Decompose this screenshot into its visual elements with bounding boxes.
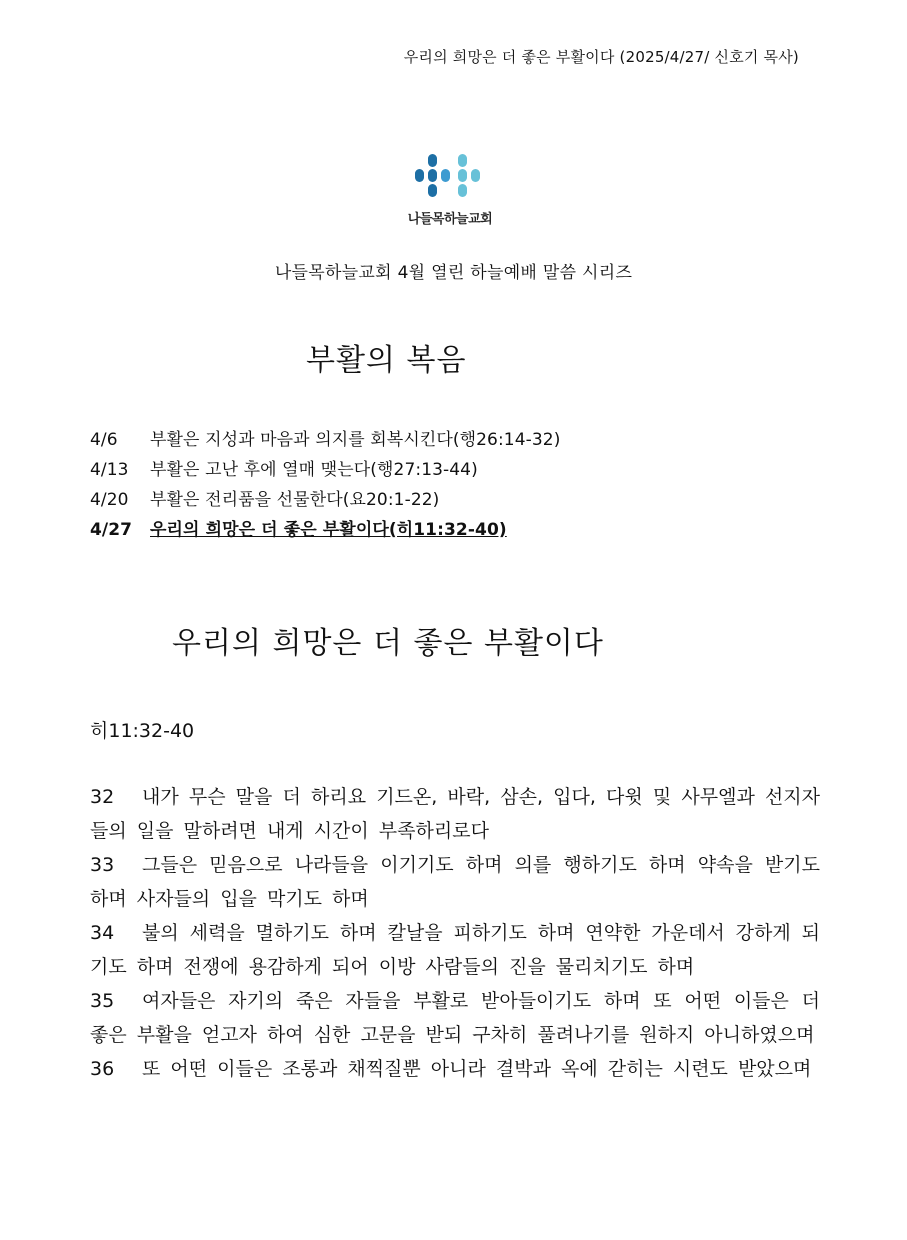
logo-mark-icon (395, 150, 485, 202)
scripture-passage (90, 780, 820, 1086)
schedule-date: 4/27 (90, 520, 133, 540)
logo-dot (471, 169, 480, 182)
schedule-item (90, 485, 560, 515)
verse (90, 780, 820, 848)
verse-text: 그들은 믿음으로 나라들을 이기기도 하며 의를 행하기도 하며 약속을 받기도 하며 사자들의 입을 막기도 하며 (90, 854, 820, 910)
verse-number: 35 (90, 990, 115, 1012)
document-header: 우리의 희망은 더 좋은 부활이다 (2025/4/27/ 신호기 목사) (403, 48, 799, 66)
verse-text: 여자들은 자기의 죽은 자들을 부활로 받아들이기도 하며 또 어떤 이들은 더 좋은 부활을 얻고자 하여 심한 고문을 받되 구차히 풀려나기를 원하지 아니하였으며 (90, 990, 820, 1046)
verse-number: 34 (90, 922, 115, 944)
verse-number: 33 (90, 854, 115, 876)
sermon-schedule (90, 425, 560, 545)
schedule-text: 부활은 지성과 마음과 의지를 회복시킨다(행26:14-32) (150, 430, 561, 450)
church-logo (395, 150, 515, 230)
schedule-item (90, 425, 560, 455)
verse-text: 내가 무슨 말을 더 하리요 기드온, 바락, 삼손, 입다, 다윗 및 사무엘과 선지자들의 일을 말하려면 내게 시간이 부족하리로다 (90, 786, 820, 842)
series-heading: 부활의 복음 (306, 343, 467, 378)
logo-dot (428, 184, 437, 197)
verse (90, 916, 820, 984)
verse (90, 984, 820, 1052)
verse-text: 불의 세력을 멸하기도 하며 칼날을 피하기도 하며 연약한 가운데서 강하게 되기도 하며 전쟁에 용감하게 되어 이방 사람들의 진을 물리치기도 하며 (90, 922, 820, 978)
schedule-item-current (90, 515, 560, 545)
schedule-item (90, 455, 560, 485)
verse (90, 848, 820, 916)
schedule-date: 4/13 (90, 460, 129, 480)
logo-dot (441, 169, 450, 182)
schedule-date: 4/6 (90, 430, 118, 450)
verse (90, 1052, 820, 1086)
schedule-text: 부활은 전리품을 선물한다(요20:1-22) (150, 490, 440, 510)
verse-number: 36 (90, 1058, 115, 1080)
scripture-reference: 히11:32-40 (90, 720, 195, 742)
logo-dot (458, 184, 467, 197)
schedule-text: 부활은 고난 후에 열매 맺는다(행27:13-44) (150, 460, 478, 480)
logo-wordmark: 나들목하늘교회 (407, 212, 493, 227)
logo-dot (428, 169, 437, 182)
logo-dot (415, 169, 424, 182)
schedule-text: 우리의 희망은 더 좋은 부활이다(히11:32-40) (150, 520, 507, 540)
sermon-title: 우리의 희망은 더 좋은 부활이다 (172, 626, 604, 661)
schedule-date: 4/20 (90, 490, 129, 510)
logo-dot (458, 169, 467, 182)
verse-text: 또 어떤 이들은 조롱과 채찍질뿐 아니라 결박과 옥에 갇히는 시련도 받았으며 (142, 1058, 812, 1080)
logo-dot (458, 154, 467, 167)
verse-number: 32 (90, 786, 115, 808)
series-title: 나들목하늘교회 4월 열린 하늘예배 말씀 시리즈 (274, 263, 633, 283)
logo-dot (428, 154, 437, 167)
